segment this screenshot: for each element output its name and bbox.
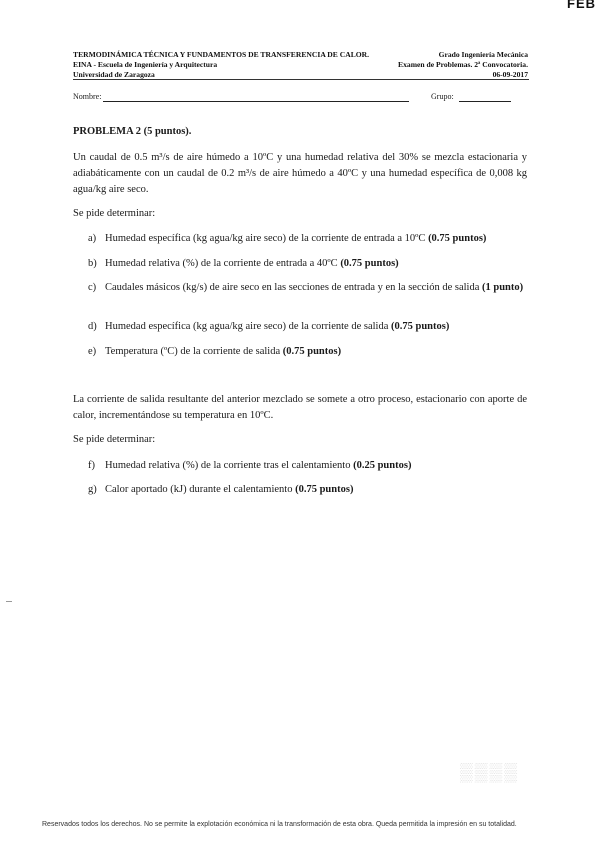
question-item [88,344,528,359]
question-text: Temperatura (ºC) de la corriente de salida [105,346,281,357]
degree-name: Grado Ingeniería Mecánica [438,50,528,59]
question-label: d) [88,321,97,332]
question-label: f) [88,460,95,471]
exam-date: 06-09-2017 [492,70,528,79]
problem-statement-1: Un caudal de 0.5 m³/s de aire húmedo a 10ºC y una humedad relativa del 30% se mezcla estacionaria y adiabáticamente con un caudal de 0.2 m³/s de aire húmedo a 40ºC y una humedad específica de 0,008 kg agua/kg aire seco. [73,152,527,195]
question-text: Humedad específica (kg agua/kg aire seco) de la corriente de entrada a 10ºC [105,233,426,244]
question-item [88,482,528,497]
group-field[interactable] [459,101,511,102]
question-text: Humedad relativa (%) de la corriente tras el calentamiento [105,460,351,471]
question-points: (0.75 puntos) [340,258,399,269]
university-name: Universidad de Zaragoza [73,70,155,79]
question-points: (0.75 puntos) [391,321,450,332]
name-field[interactable] [103,101,409,102]
question-points: (0.75 puntos) [428,233,487,244]
question-text: Humedad específica (kg agua/kg aire seco) de la corriente de salida [105,321,389,332]
se-pide-2: Se pide determinar: [73,434,156,445]
corner-mark: FEB [567,0,596,11]
question-text: Caudales másicos (kg/s) de aire seco en las secciones de entrada y en la sección de salida [105,282,480,293]
question-item [88,458,528,473]
question-item [88,280,528,295]
group-label: Grupo: [431,92,454,101]
question-label: b) [88,258,97,269]
question-points: (0.75 puntos) [282,346,342,357]
copyright-footer: Reservados todos los derechos. No se permite la explotación económica ni la transformación de esta obra. Queda permitida la impresión en su totalidad. [42,821,517,828]
question-item [88,256,528,271]
question-label: e) [88,346,97,357]
question-points: (0.75 puntos) [295,484,354,495]
question-text: Humedad relativa (%) de la corriente de entrada a 40ºC [105,258,338,269]
question-item [88,319,528,334]
question-item [88,231,528,246]
question-label: a) [88,233,97,244]
school-name: EINA - Escuela de Ingeniería y Arquitectura [73,60,218,69]
header-divider [73,79,529,80]
question-text: Calor aportado (kJ) durante el calentamiento [105,484,293,495]
question-points: (1 punto) [481,282,524,293]
name-label: Nombre: [73,92,102,101]
question-label: c) [88,282,97,293]
exam-name: Examen de Problemas. 2ª Convocatoria. [398,60,528,69]
scan-speck [6,601,12,602]
student-info-row [73,92,529,106]
course-title: TERMODINÁMICA TÉCNICA Y FUNDAMENTOS DE TRANSFERENCIA DE CALOR. [73,50,370,59]
faded-stamp: ▒▒▒▒ [460,762,520,782]
problem-title: PROBLEMA 2 (5 puntos). [73,126,192,137]
question-label: g) [88,484,97,495]
question-points: (0.25 puntos) [353,460,412,471]
problem-statement-2: La corriente de salida resultante del anterior mezclado se somete a otro proceso, estacionario con aporte de calor, incrementándose su temperatura en 10ºC. [73,394,527,421]
se-pide-1: Se pide determinar: [73,208,156,219]
